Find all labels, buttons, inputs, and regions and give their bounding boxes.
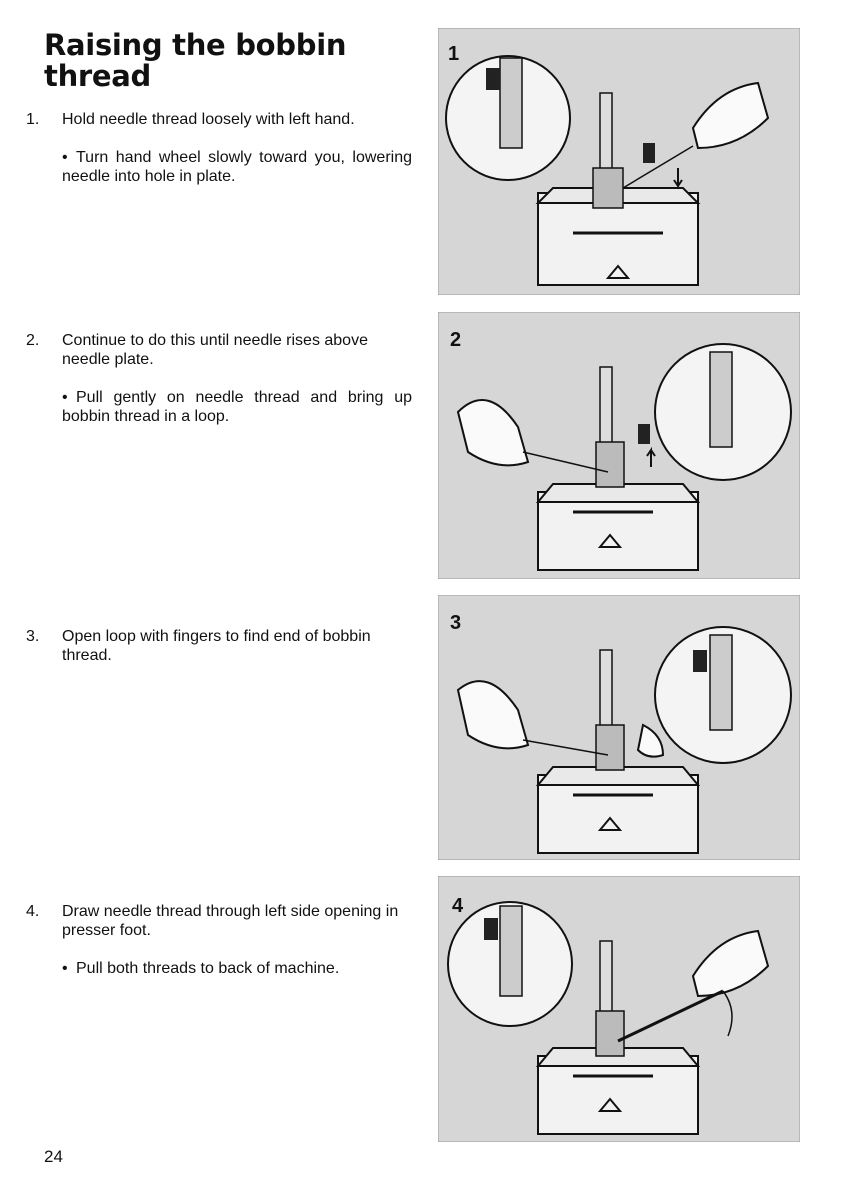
figure-2-illustration — [438, 312, 800, 579]
step-2-text: Continue to do this until needle rises above needle plate. — [62, 332, 368, 368]
figure-4-label: 4 — [452, 895, 464, 917]
step-3-text: Open loop with fingers to find end of bobbin thread. — [62, 628, 371, 664]
page-number: 24 — [44, 1147, 63, 1166]
step-3-number: 3. — [26, 628, 40, 645]
step-1-bullet: • Turn hand wheel slowly toward you, lowering needle into hole in plate. — [44, 148, 412, 186]
step-1-instruction — [26, 110, 412, 129]
step-2 — [26, 331, 412, 426]
step-4-bullet: • Pull both threads to back of machine. — [44, 959, 412, 978]
step-3-instruction — [26, 627, 412, 665]
step-4-instruction — [26, 902, 412, 940]
figure-3-illustration — [438, 595, 800, 860]
step-1 — [26, 110, 412, 186]
figure-2 — [438, 312, 800, 579]
page-title: Raising the bobbin thread — [44, 28, 347, 93]
figure-4 — [438, 876, 800, 1142]
figure-3 — [438, 595, 800, 860]
figure-1 — [438, 28, 800, 295]
step-1-number: 1. — [26, 111, 40, 128]
figure-3-label: 3 — [450, 612, 462, 634]
figure-1-illustration — [438, 28, 800, 295]
figure-2-label: 2 — [450, 329, 462, 351]
step-2-bullet: • Pull gently on needle thread and bring up bobbin thread in a loop. — [44, 388, 412, 426]
figure-4-illustration — [438, 876, 800, 1142]
step-4 — [26, 902, 412, 978]
step-3 — [26, 627, 412, 665]
step-2-number: 2. — [26, 332, 40, 349]
step-4-number: 4. — [26, 903, 40, 920]
step-4-text: Draw needle thread through left side opening in presser foot. — [62, 903, 399, 939]
figure-1-label: 1 — [448, 43, 460, 65]
step-2-instruction — [26, 331, 412, 369]
step-1-text: Hold needle thread loosely with left hand. — [62, 111, 355, 128]
